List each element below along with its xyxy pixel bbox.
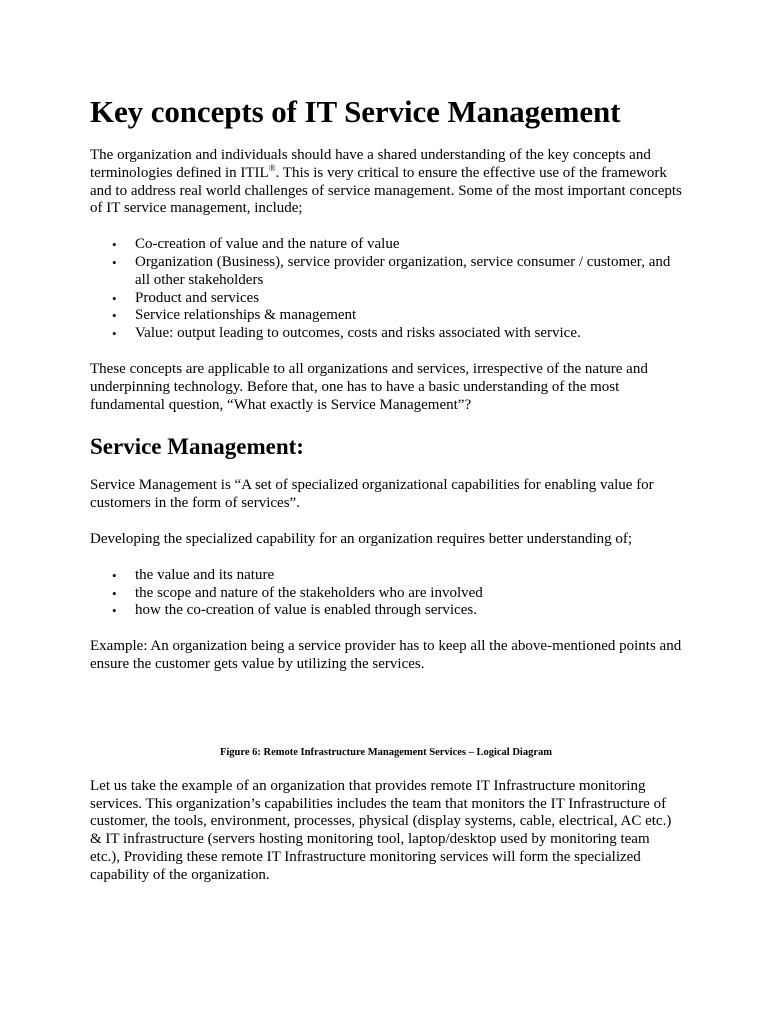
registered-mark: ® <box>268 162 276 173</box>
list-item <box>90 567 682 585</box>
list-item-text: Co-creation of value and the nature of value <box>135 236 400 253</box>
section-heading: Service Management: <box>90 434 304 460</box>
list-item-text: Product and services <box>135 289 260 306</box>
bullet-icon: • <box>112 290 117 306</box>
figure-caption: Figure 6: Remote Infrastructure Management Services – Logical Diagram <box>219 746 553 758</box>
concepts-list <box>90 236 682 343</box>
list-item <box>90 254 682 290</box>
bullet-icon: • <box>112 603 117 619</box>
list-item-text: Service relationships & management <box>135 307 357 324</box>
bullet-icon: • <box>112 567 117 583</box>
list-item-text: the scope and nature of the stakeholders who are involved <box>135 584 483 601</box>
bullet-icon: • <box>112 326 117 342</box>
bullet-icon: • <box>112 254 117 270</box>
list-item <box>90 585 682 603</box>
applicability-paragraph: These concepts are applicable to all organizations and services, irrespective of the nature and underpinning technology. Before that, one has to have a basic understanding of the most fundamental question, “What exactly is Service Management”? <box>90 360 648 413</box>
bullet-icon: • <box>112 308 117 324</box>
bullet-icon: • <box>112 237 117 253</box>
figure-placeholder <box>90 692 682 746</box>
list-item-text: Value: output leading to outcomes, costs and risks associated with service. <box>135 325 581 342</box>
page-title: Key concepts of IT Service Management <box>90 94 621 129</box>
list-item <box>90 325 682 343</box>
intro-text-continued: . This is very critical to ensure the effective use of the framework and to address real world challenges of service management. Some of the most important concepts of IT service management, include; <box>90 164 682 217</box>
understanding-list <box>90 567 682 620</box>
list-item <box>90 307 682 325</box>
list-item-text: how the co-creation of value is enabled through services. <box>135 602 477 619</box>
list-item <box>90 290 682 308</box>
intro-text: The organization and individuals should have a shared understanding of the key concepts and terminologies defined in ITIL <box>90 147 651 181</box>
definition-paragraph: Service Management is “A set of specialized organizational capabilities for enabling value for customers in the form of services”. <box>90 477 654 512</box>
example-paragraph: Example: An organization being a service provider has to keep all the above-mentioned points and ensure the customer gets value by utilizing the services. <box>90 638 682 672</box>
closing-paragraph: Let us take the example of an organization that provides remote IT Infrastructure monitoring services. This organization’s capabilities includes the team that monitors the IT Infrastructure of customer, the tools, environment, processes, physical (display systems, cable, electrical, AC etc.) & IT infrastructure (servers hosting monitoring tool, laptop/desktop used by monitoring team etc.), Providing these remote IT Infrastructure monitoring services will form the specialized capability of the organization. <box>90 777 672 883</box>
list-item <box>90 602 682 620</box>
bullet-icon: • <box>112 585 117 601</box>
list-item-text: the value and its nature <box>135 566 275 583</box>
developing-paragraph: Developing the specialized capability for an organization requires better understanding of; <box>90 530 633 547</box>
list-item <box>90 236 682 254</box>
list-item-text: Organization (Business), service provider organization, service consumer / customer, and all other stakeholders <box>135 253 671 288</box>
intro-paragraph <box>90 147 682 218</box>
document-page <box>90 92 682 903</box>
